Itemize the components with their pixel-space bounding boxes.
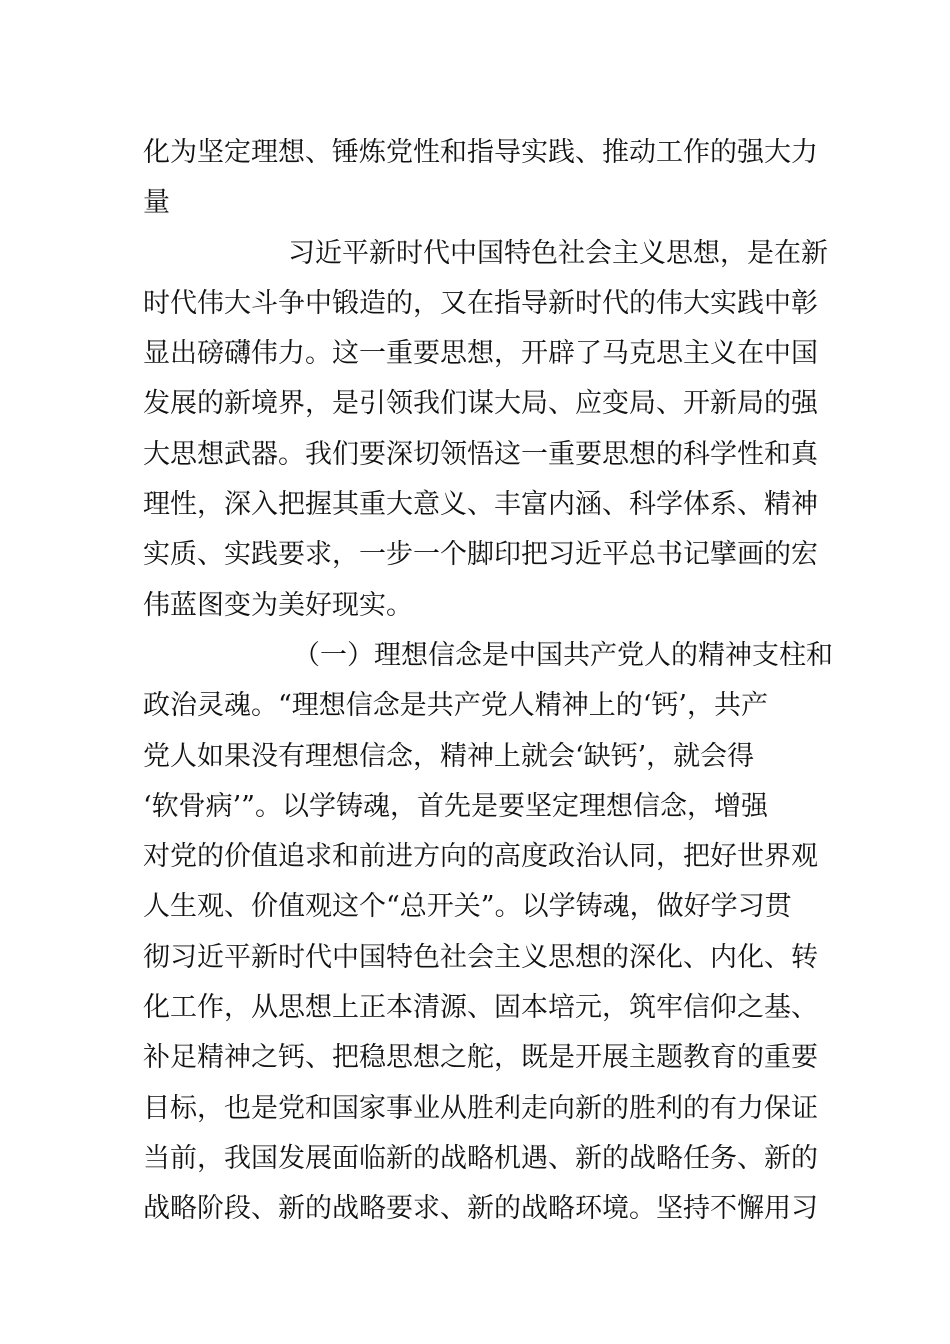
text-line: 当前，我国发展面临新的战略机遇、新的战略任务、新的 [143, 1142, 818, 1174]
text-line: 补足精神之钙、把稳思想之舵，既是开展主题教育的重要 [143, 1042, 818, 1074]
text-line: 时代伟大斗争中锻造的，又在指导新时代的伟大实践中彰 [143, 287, 818, 319]
text-line: 彻习近平新时代中国特色社会主义思想的深化、内化、转 [143, 941, 818, 973]
text-line: 化为坚定理想、锤炼党性和指导实践、推动工作的强大力 [143, 137, 818, 168]
text-line: 理性，深入把握其重大意义、丰富内涵、科学体系、精神 [143, 489, 818, 521]
text-line: 政治灵魂。“理想信念是共产党人精神上的‘钙’，共产 [143, 690, 768, 722]
text-line: 目标，也是党和国家事业从胜利走向新的胜利的有力保证 [143, 1092, 818, 1124]
text-line: 实质、实践要求，一步一个脚印把习近平总书记擘画的宏 [143, 539, 818, 571]
text-line: 党人如果没有理想信念，精神上就会‘缺钙’，就会得 [143, 740, 755, 772]
text-line: 大思想武器。我们要深切领悟这一重要思想的科学性和真 [143, 438, 818, 470]
text-line: 显出磅礴伟力。这一重要思想，开辟了马克思主义在中国 [143, 338, 818, 370]
text-line: ‘软骨病’”。以学铸魂，首先是要坚定理想信念，增强 [143, 790, 768, 822]
text-line: 量 [143, 187, 170, 219]
paragraph-start-line: 习近平新时代中国特色社会主义思想，是在新 [288, 237, 828, 269]
text-line: 伟蓝图变为美好现实。 [143, 589, 413, 621]
body-text [143, 128, 833, 1235]
section-heading-line: （一）理想信念是中国共产党人的精神支柱和 [293, 639, 833, 671]
text-line: 对党的价值追求和前进方向的高度政治认同，把好世界观 [143, 841, 818, 873]
text-line: 化工作，从思想上正本清源、固本培元，筑牢信仰之基、 [143, 992, 818, 1024]
text-line: 战略阶段、新的战略要求、新的战略环境。坚持不懈用习 [143, 1193, 818, 1225]
text-line: 人生观、价值观这个“总开关”。以学铸魂，做好学习贯 [143, 891, 792, 923]
text-line: 发展的新境界，是引领我们谋大局、应变局、开新局的强 [143, 388, 818, 420]
